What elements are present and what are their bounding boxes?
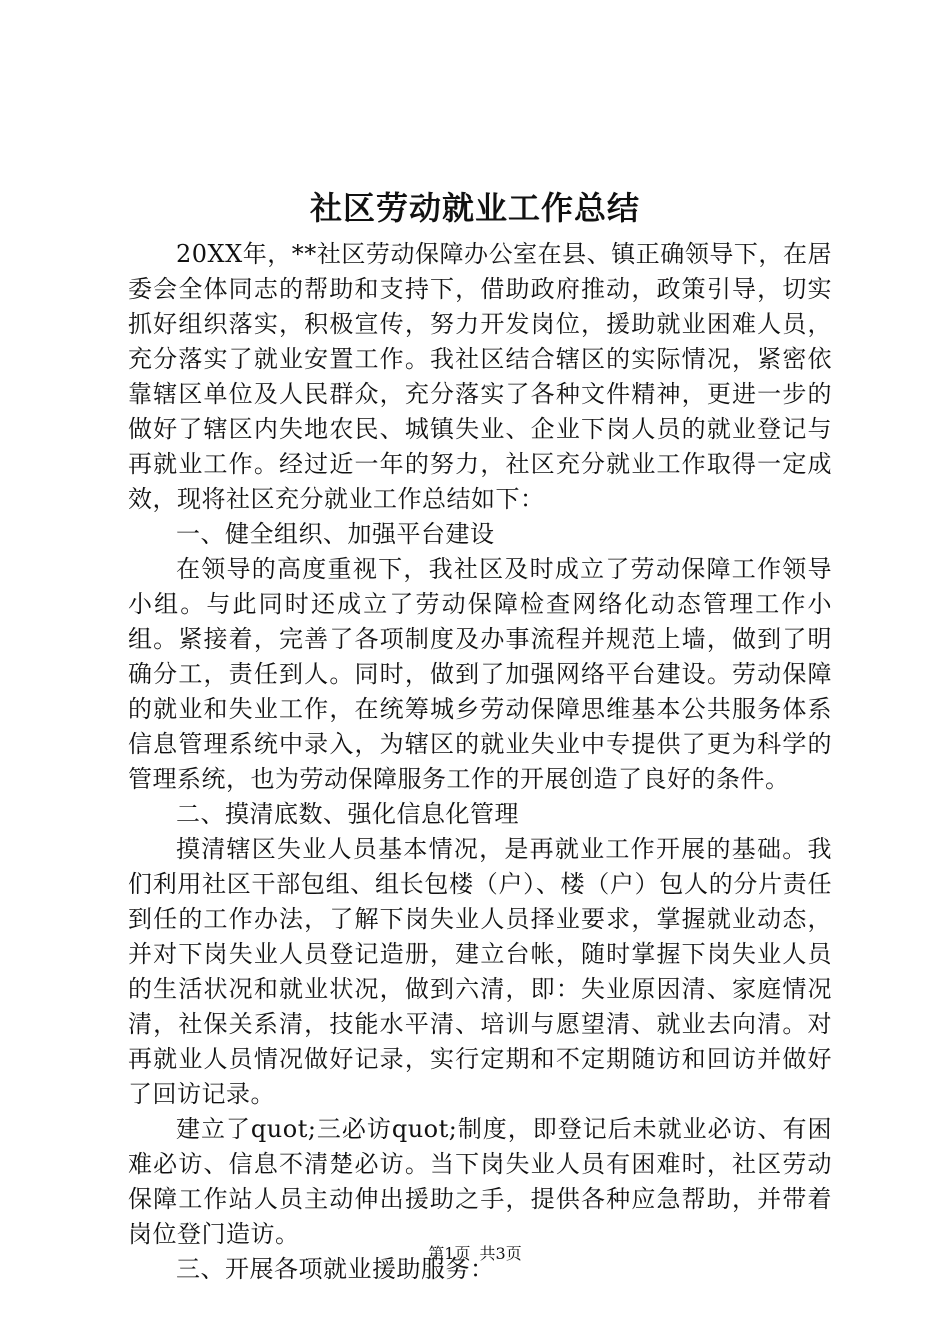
document-body [128, 237, 832, 1287]
section-2-paragraph-2: 建立了quot;三必访quot;制度，即登记后未就业必访、有困难必访、信息不清楚必访。当下岗失业人员有困难时，社区劳动保障工作站人员主动伸出援助之手，提供各种应急帮助，并带着岗位登门造访。 [128, 1115, 832, 1248]
section-heading-1: 一、健全组织、加强平台建设 [176, 520, 495, 548]
page-number: 第1页 共3页 [428, 1244, 522, 1263]
document-title: 社区劳动就业工作总结 [309, 189, 640, 227]
section-1-paragraph: 在领导的高度重视下，我社区及时成立了劳动保障工作领导小组。与此同时还成立了劳动保障检查网络化动态管理工作小组。紧接着，完善了各项制度及办事流程并规范上墙，做到了明确分工，责任到人。同时，做到了加强网络平台建设。劳动保障的就业和失业工作，在统筹城乡劳动保障思维基本公共服务体系信息管理系统中录入，为辖区的就业失业中专提供了更为科学的管理系统，也为劳动保障服务工作的开展创造了良好的条件。 [128, 555, 832, 793]
section-heading-3: 三、开展各项就业援助服务： [176, 1255, 495, 1283]
intro-paragraph: 20XX年，**社区劳动保障办公室在县、镇正确领导下，在居委会全体同志的帮助和支持下，借助政府推动，政策引导，切实抓好组织落实，积极宣传，努力开发岗位，援助就业困难人员，充分落实了就业安置工作。我社区结合辖区的实际情况，紧密依靠辖区单位及人民群众，充分落实了各种文件精神，更进一步的做好了辖区内失地农民、城镇失业、企业下岗人员的就业登记与再就业工作。经过近一年的努力，社区充分就业工作取得一定成效，现将社区充分就业工作总结如下： [128, 240, 832, 513]
section-heading-2: 二、摸清底数、强化信息化管理 [176, 800, 519, 828]
section-2-paragraph-1: 摸清辖区失业人员基本情况，是再就业工作开展的基础。我们利用社区干部包组、组长包楼（户）、楼（户）包人的分片责任到任的工作办法，了解下岗失业人员择业要求，掌握就业动态，并对下岗失业人员登记造册，建立台帐，随时掌握下岗失业人员的生活状况和就业状况，做到六清，即：失业原因清、家庭情况清，社保关系清，技能水平清、培训与愿望清、就业去向清。对再就业人员情况做好记录，实行定期和不定期随访和回访并做好了回访记录。 [128, 835, 832, 1108]
